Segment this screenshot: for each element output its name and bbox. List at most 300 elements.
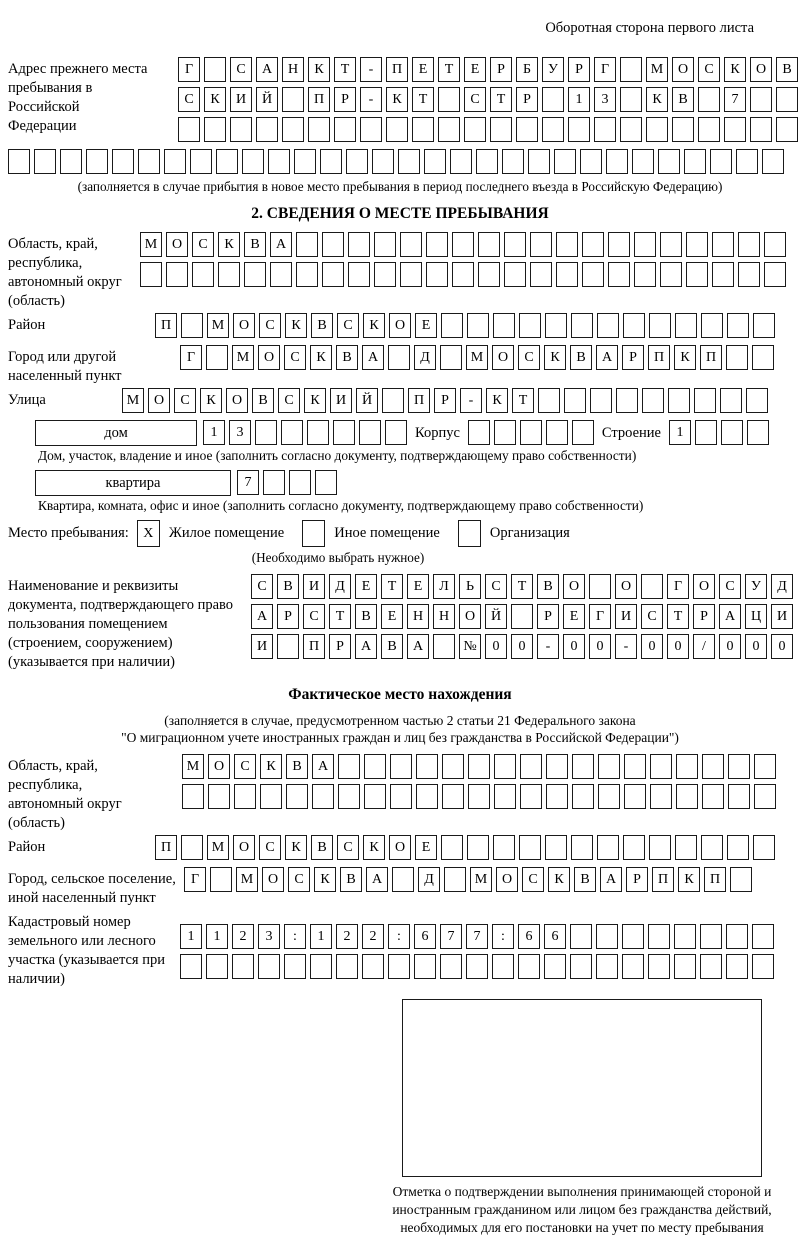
char-cell[interactable]: П xyxy=(648,345,670,370)
char-cell[interactable] xyxy=(738,262,760,287)
char-cell[interactable] xyxy=(374,262,396,287)
char-cell[interactable] xyxy=(385,420,407,445)
char-cell[interactable]: К xyxy=(304,388,326,413)
char-cell[interactable] xyxy=(660,232,682,257)
char-cell[interactable]: К xyxy=(724,57,746,82)
char-cell[interactable]: 0 xyxy=(563,634,585,659)
char-cell[interactable] xyxy=(467,313,489,338)
char-cell[interactable] xyxy=(204,117,226,142)
char-cell[interactable]: К xyxy=(260,754,282,779)
char-cell[interactable]: А xyxy=(596,345,618,370)
char-cell[interactable] xyxy=(281,420,303,445)
char-cell[interactable]: Д xyxy=(329,574,351,599)
char-cell[interactable]: С xyxy=(337,313,359,338)
char-cell[interactable] xyxy=(727,835,749,860)
char-cell[interactable]: И xyxy=(330,388,352,413)
char-cell[interactable] xyxy=(572,420,594,445)
char-cell[interactable] xyxy=(686,232,708,257)
char-cell[interactable] xyxy=(182,784,204,809)
char-cell[interactable] xyxy=(338,784,360,809)
char-cell[interactable] xyxy=(412,117,434,142)
char-cell[interactable]: У xyxy=(745,574,767,599)
char-cell[interactable]: Д xyxy=(418,867,440,892)
char-cell[interactable] xyxy=(538,388,560,413)
char-cell[interactable]: С xyxy=(284,345,306,370)
char-cell[interactable] xyxy=(660,262,682,287)
char-cell[interactable] xyxy=(388,954,410,979)
char-cell[interactable] xyxy=(181,313,203,338)
char-cell[interactable] xyxy=(580,149,602,174)
char-cell[interactable] xyxy=(263,470,285,495)
char-cell[interactable] xyxy=(674,954,696,979)
char-cell[interactable]: И xyxy=(251,634,273,659)
char-cell[interactable] xyxy=(726,954,748,979)
char-cell[interactable] xyxy=(364,754,386,779)
dom-box[interactable]: дом xyxy=(35,420,197,446)
char-cell[interactable]: С xyxy=(251,574,273,599)
char-cell[interactable]: О xyxy=(233,313,255,338)
char-cell[interactable] xyxy=(426,232,448,257)
char-cell[interactable]: С xyxy=(278,388,300,413)
char-cell[interactable] xyxy=(388,345,410,370)
char-cell[interactable] xyxy=(668,388,690,413)
char-cell[interactable]: А xyxy=(270,232,292,257)
char-cell[interactable]: 7 xyxy=(724,87,746,112)
char-cell[interactable] xyxy=(546,754,568,779)
char-cell[interactable]: 6 xyxy=(518,924,540,949)
char-cell[interactable] xyxy=(282,117,304,142)
char-cell[interactable] xyxy=(468,784,490,809)
char-cell[interactable] xyxy=(530,262,552,287)
char-cell[interactable]: П xyxy=(386,57,408,82)
char-cell[interactable]: : xyxy=(388,924,410,949)
char-cell[interactable] xyxy=(519,835,541,860)
char-cell[interactable]: 0 xyxy=(511,634,533,659)
char-cell[interactable] xyxy=(433,634,455,659)
char-cell[interactable] xyxy=(752,924,774,949)
char-cell[interactable] xyxy=(307,420,329,445)
char-cell[interactable]: 1 xyxy=(203,420,225,445)
char-cell[interactable]: О xyxy=(492,345,514,370)
char-cell[interactable] xyxy=(289,470,311,495)
char-cell[interactable] xyxy=(360,117,382,142)
char-cell[interactable] xyxy=(712,262,734,287)
char-cell[interactable]: С xyxy=(337,835,359,860)
char-cell[interactable] xyxy=(750,117,772,142)
char-cell[interactable]: Р xyxy=(568,57,590,82)
char-cell[interactable] xyxy=(622,954,644,979)
char-cell[interactable]: Р xyxy=(490,57,512,82)
char-cell[interactable] xyxy=(346,149,368,174)
char-cell[interactable]: С xyxy=(288,867,310,892)
char-cell[interactable]: 0 xyxy=(485,634,507,659)
char-cell[interactable] xyxy=(284,954,306,979)
char-cell[interactable] xyxy=(444,867,466,892)
char-cell[interactable]: / xyxy=(693,634,715,659)
char-cell[interactable] xyxy=(210,867,232,892)
char-cell[interactable] xyxy=(452,262,474,287)
char-cell[interactable] xyxy=(726,924,748,949)
char-cell[interactable] xyxy=(746,388,768,413)
char-cell[interactable]: К xyxy=(200,388,222,413)
char-cell[interactable] xyxy=(650,754,672,779)
char-cell[interactable]: М xyxy=(207,313,229,338)
char-cell[interactable] xyxy=(642,388,664,413)
char-cell[interactable]: П xyxy=(303,634,325,659)
char-cell[interactable] xyxy=(60,149,82,174)
char-cell[interactable] xyxy=(597,835,619,860)
char-cell[interactable] xyxy=(710,149,732,174)
char-cell[interactable]: 0 xyxy=(641,634,663,659)
char-cell[interactable] xyxy=(315,470,337,495)
checkbox-organizatsiya[interactable] xyxy=(458,520,481,547)
char-cell[interactable]: В xyxy=(244,232,266,257)
char-cell[interactable] xyxy=(701,313,723,338)
char-cell[interactable] xyxy=(392,867,414,892)
char-cell[interactable]: Н xyxy=(433,604,455,629)
char-cell[interactable] xyxy=(478,262,500,287)
char-cell[interactable] xyxy=(310,954,332,979)
char-cell[interactable]: А xyxy=(256,57,278,82)
char-cell[interactable] xyxy=(694,388,716,413)
char-cell[interactable]: П xyxy=(155,313,177,338)
checkbox-zhiloe[interactable]: X xyxy=(137,520,160,547)
char-cell[interactable] xyxy=(646,117,668,142)
char-cell[interactable] xyxy=(192,262,214,287)
char-cell[interactable]: О xyxy=(693,574,715,599)
char-cell[interactable] xyxy=(582,232,604,257)
char-cell[interactable] xyxy=(570,954,592,979)
char-cell[interactable] xyxy=(424,149,446,174)
char-cell[interactable] xyxy=(747,420,769,445)
char-cell[interactable] xyxy=(516,117,538,142)
char-cell[interactable] xyxy=(596,924,618,949)
char-cell[interactable] xyxy=(701,835,723,860)
char-cell[interactable]: В xyxy=(381,634,403,659)
char-cell[interactable]: К xyxy=(678,867,700,892)
char-cell[interactable]: О xyxy=(208,754,230,779)
char-cell[interactable]: Н xyxy=(407,604,429,629)
char-cell[interactable]: О xyxy=(258,345,280,370)
char-cell[interactable]: Й xyxy=(485,604,507,629)
char-cell[interactable] xyxy=(700,954,722,979)
char-cell[interactable]: Г xyxy=(589,604,611,629)
char-cell[interactable]: Г xyxy=(594,57,616,82)
char-cell[interactable]: М xyxy=(470,867,492,892)
char-cell[interactable] xyxy=(334,117,356,142)
char-cell[interactable]: П xyxy=(155,835,177,860)
char-cell[interactable] xyxy=(698,117,720,142)
char-cell[interactable]: В xyxy=(672,87,694,112)
char-cell[interactable] xyxy=(208,784,230,809)
char-cell[interactable] xyxy=(695,420,717,445)
char-cell[interactable] xyxy=(181,835,203,860)
char-cell[interactable]: И xyxy=(771,604,793,629)
char-cell[interactable]: К xyxy=(204,87,226,112)
char-cell[interactable]: П xyxy=(700,345,722,370)
char-cell[interactable] xyxy=(268,149,290,174)
char-cell[interactable] xyxy=(382,388,404,413)
char-cell[interactable]: К xyxy=(548,867,570,892)
char-cell[interactable]: - xyxy=(460,388,482,413)
char-cell[interactable]: : xyxy=(284,924,306,949)
char-cell[interactable]: О xyxy=(148,388,170,413)
char-cell[interactable] xyxy=(554,149,576,174)
char-cell[interactable] xyxy=(468,754,490,779)
char-cell[interactable] xyxy=(776,117,798,142)
char-cell[interactable]: - xyxy=(360,57,382,82)
char-cell[interactable]: Д xyxy=(771,574,793,599)
char-cell[interactable]: М xyxy=(236,867,258,892)
char-cell[interactable] xyxy=(242,149,264,174)
char-cell[interactable] xyxy=(556,262,578,287)
char-cell[interactable] xyxy=(190,149,212,174)
checkbox-inoe[interactable] xyxy=(302,520,325,547)
kvartira-box[interactable]: квартира xyxy=(35,470,231,496)
char-cell[interactable] xyxy=(464,117,486,142)
char-cell[interactable]: А xyxy=(355,634,377,659)
char-cell[interactable] xyxy=(724,117,746,142)
char-cell[interactable]: С xyxy=(303,604,325,629)
char-cell[interactable] xyxy=(750,87,772,112)
char-cell[interactable]: О xyxy=(262,867,284,892)
char-cell[interactable]: С xyxy=(518,345,540,370)
char-cell[interactable] xyxy=(466,954,488,979)
char-cell[interactable] xyxy=(296,232,318,257)
char-cell[interactable]: Ц xyxy=(745,604,767,629)
char-cell[interactable]: Е xyxy=(412,57,434,82)
char-cell[interactable] xyxy=(34,149,56,174)
char-cell[interactable]: А xyxy=(251,604,273,629)
char-cell[interactable] xyxy=(333,420,355,445)
char-cell[interactable] xyxy=(620,117,642,142)
char-cell[interactable]: О xyxy=(226,388,248,413)
char-cell[interactable] xyxy=(608,262,630,287)
char-cell[interactable] xyxy=(438,117,460,142)
char-cell[interactable]: К xyxy=(363,313,385,338)
char-cell[interactable] xyxy=(440,954,462,979)
char-cell[interactable] xyxy=(218,262,240,287)
char-cell[interactable] xyxy=(438,87,460,112)
char-cell[interactable]: 1 xyxy=(669,420,691,445)
char-cell[interactable] xyxy=(386,117,408,142)
char-cell[interactable]: О xyxy=(750,57,772,82)
char-cell[interactable]: С xyxy=(259,835,281,860)
char-cell[interactable] xyxy=(598,754,620,779)
char-cell[interactable]: 7 xyxy=(237,470,259,495)
char-cell[interactable] xyxy=(518,954,540,979)
char-cell[interactable] xyxy=(764,232,786,257)
char-cell[interactable]: Д xyxy=(414,345,436,370)
char-cell[interactable]: С xyxy=(174,388,196,413)
char-cell[interactable]: Е xyxy=(415,313,437,338)
char-cell[interactable]: Н xyxy=(282,57,304,82)
char-cell[interactable] xyxy=(374,232,396,257)
char-cell[interactable]: И xyxy=(615,604,637,629)
char-cell[interactable] xyxy=(658,149,680,174)
char-cell[interactable]: 6 xyxy=(414,924,436,949)
char-cell[interactable] xyxy=(270,262,292,287)
char-cell[interactable]: И xyxy=(230,87,252,112)
char-cell[interactable] xyxy=(712,232,734,257)
char-cell[interactable]: М xyxy=(140,232,162,257)
char-cell[interactable]: Е xyxy=(381,604,403,629)
char-cell[interactable] xyxy=(322,232,344,257)
char-cell[interactable]: К xyxy=(386,87,408,112)
char-cell[interactable]: 2 xyxy=(336,924,358,949)
char-cell[interactable]: В xyxy=(311,835,333,860)
char-cell[interactable] xyxy=(632,149,654,174)
char-cell[interactable]: М xyxy=(232,345,254,370)
char-cell[interactable] xyxy=(700,924,722,949)
char-cell[interactable]: 0 xyxy=(745,634,767,659)
char-cell[interactable]: Р xyxy=(434,388,456,413)
char-cell[interactable] xyxy=(519,313,541,338)
char-cell[interactable] xyxy=(594,117,616,142)
char-cell[interactable] xyxy=(528,149,550,174)
char-cell[interactable]: : xyxy=(492,924,514,949)
char-cell[interactable]: С xyxy=(192,232,214,257)
char-cell[interactable]: Т xyxy=(334,57,356,82)
char-cell[interactable] xyxy=(204,57,226,82)
char-cell[interactable] xyxy=(234,784,256,809)
char-cell[interactable] xyxy=(564,388,586,413)
char-cell[interactable] xyxy=(308,117,330,142)
char-cell[interactable]: Е xyxy=(563,604,585,629)
char-cell[interactable]: И xyxy=(303,574,325,599)
char-cell[interactable] xyxy=(244,262,266,287)
char-cell[interactable] xyxy=(546,784,568,809)
char-cell[interactable]: Г xyxy=(667,574,689,599)
char-cell[interactable] xyxy=(752,345,774,370)
char-cell[interactable]: О xyxy=(615,574,637,599)
char-cell[interactable] xyxy=(622,924,644,949)
char-cell[interactable] xyxy=(542,87,564,112)
char-cell[interactable] xyxy=(504,232,526,257)
char-cell[interactable] xyxy=(286,784,308,809)
char-cell[interactable] xyxy=(520,754,542,779)
char-cell[interactable] xyxy=(570,924,592,949)
char-cell[interactable] xyxy=(398,149,420,174)
char-cell[interactable] xyxy=(206,345,228,370)
char-cell[interactable] xyxy=(590,388,612,413)
char-cell[interactable] xyxy=(336,954,358,979)
char-cell[interactable] xyxy=(649,835,671,860)
char-cell[interactable] xyxy=(568,117,590,142)
char-cell[interactable]: Б xyxy=(516,57,538,82)
char-cell[interactable] xyxy=(520,420,542,445)
char-cell[interactable] xyxy=(720,388,742,413)
char-cell[interactable]: Е xyxy=(415,835,437,860)
char-cell[interactable] xyxy=(8,149,30,174)
char-cell[interactable]: П xyxy=(704,867,726,892)
char-cell[interactable]: С xyxy=(178,87,200,112)
char-cell[interactable]: Ь xyxy=(459,574,481,599)
char-cell[interactable]: - xyxy=(360,87,382,112)
char-cell[interactable] xyxy=(598,784,620,809)
char-cell[interactable]: П xyxy=(408,388,430,413)
char-cell[interactable] xyxy=(530,232,552,257)
char-cell[interactable]: О xyxy=(672,57,694,82)
char-cell[interactable] xyxy=(754,754,776,779)
char-cell[interactable] xyxy=(372,149,394,174)
char-cell[interactable]: Г xyxy=(184,867,206,892)
char-cell[interactable]: 1 xyxy=(310,924,332,949)
char-cell[interactable]: М xyxy=(646,57,668,82)
char-cell[interactable] xyxy=(676,754,698,779)
char-cell[interactable] xyxy=(362,954,384,979)
char-cell[interactable] xyxy=(400,262,422,287)
char-cell[interactable] xyxy=(86,149,108,174)
char-cell[interactable] xyxy=(686,262,708,287)
char-cell[interactable] xyxy=(730,867,752,892)
char-cell[interactable] xyxy=(206,954,228,979)
char-cell[interactable]: Р xyxy=(693,604,715,629)
char-cell[interactable]: Г xyxy=(178,57,200,82)
char-cell[interactable] xyxy=(493,313,515,338)
char-cell[interactable]: О xyxy=(459,604,481,629)
char-cell[interactable]: Т xyxy=(667,604,689,629)
char-cell[interactable]: М xyxy=(182,754,204,779)
char-cell[interactable] xyxy=(634,232,656,257)
char-cell[interactable] xyxy=(738,232,760,257)
char-cell[interactable] xyxy=(545,835,567,860)
char-cell[interactable] xyxy=(478,232,500,257)
char-cell[interactable]: 6 xyxy=(544,924,566,949)
char-cell[interactable] xyxy=(258,954,280,979)
char-cell[interactable] xyxy=(322,262,344,287)
char-cell[interactable]: К xyxy=(308,57,330,82)
char-cell[interactable]: В xyxy=(570,345,592,370)
char-cell[interactable]: Р xyxy=(626,867,648,892)
char-cell[interactable] xyxy=(596,954,618,979)
char-cell[interactable]: Е xyxy=(464,57,486,82)
char-cell[interactable] xyxy=(752,954,774,979)
char-cell[interactable] xyxy=(359,420,381,445)
char-cell[interactable]: 3 xyxy=(229,420,251,445)
char-cell[interactable] xyxy=(544,954,566,979)
char-cell[interactable]: О xyxy=(563,574,585,599)
char-cell[interactable]: Р xyxy=(537,604,559,629)
char-cell[interactable] xyxy=(648,954,670,979)
char-cell[interactable]: В xyxy=(277,574,299,599)
char-cell[interactable]: Т xyxy=(329,604,351,629)
char-cell[interactable]: - xyxy=(537,634,559,659)
char-cell[interactable] xyxy=(676,784,698,809)
char-cell[interactable]: 0 xyxy=(667,634,689,659)
char-cell[interactable]: 0 xyxy=(719,634,741,659)
char-cell[interactable] xyxy=(400,232,422,257)
char-cell[interactable]: Л xyxy=(433,574,455,599)
char-cell[interactable]: В xyxy=(340,867,362,892)
char-cell[interactable]: М xyxy=(122,388,144,413)
char-cell[interactable] xyxy=(390,754,412,779)
char-cell[interactable] xyxy=(684,149,706,174)
char-cell[interactable] xyxy=(641,574,663,599)
char-cell[interactable]: С xyxy=(641,604,663,629)
char-cell[interactable] xyxy=(675,313,697,338)
char-cell[interactable]: А xyxy=(312,754,334,779)
char-cell[interactable] xyxy=(753,313,775,338)
char-cell[interactable]: К xyxy=(218,232,240,257)
char-cell[interactable] xyxy=(762,149,784,174)
char-cell[interactable] xyxy=(502,149,524,174)
char-cell[interactable] xyxy=(494,754,516,779)
char-cell[interactable] xyxy=(623,835,645,860)
char-cell[interactable]: 2 xyxy=(362,924,384,949)
char-cell[interactable]: А xyxy=(719,604,741,629)
char-cell[interactable] xyxy=(608,232,630,257)
